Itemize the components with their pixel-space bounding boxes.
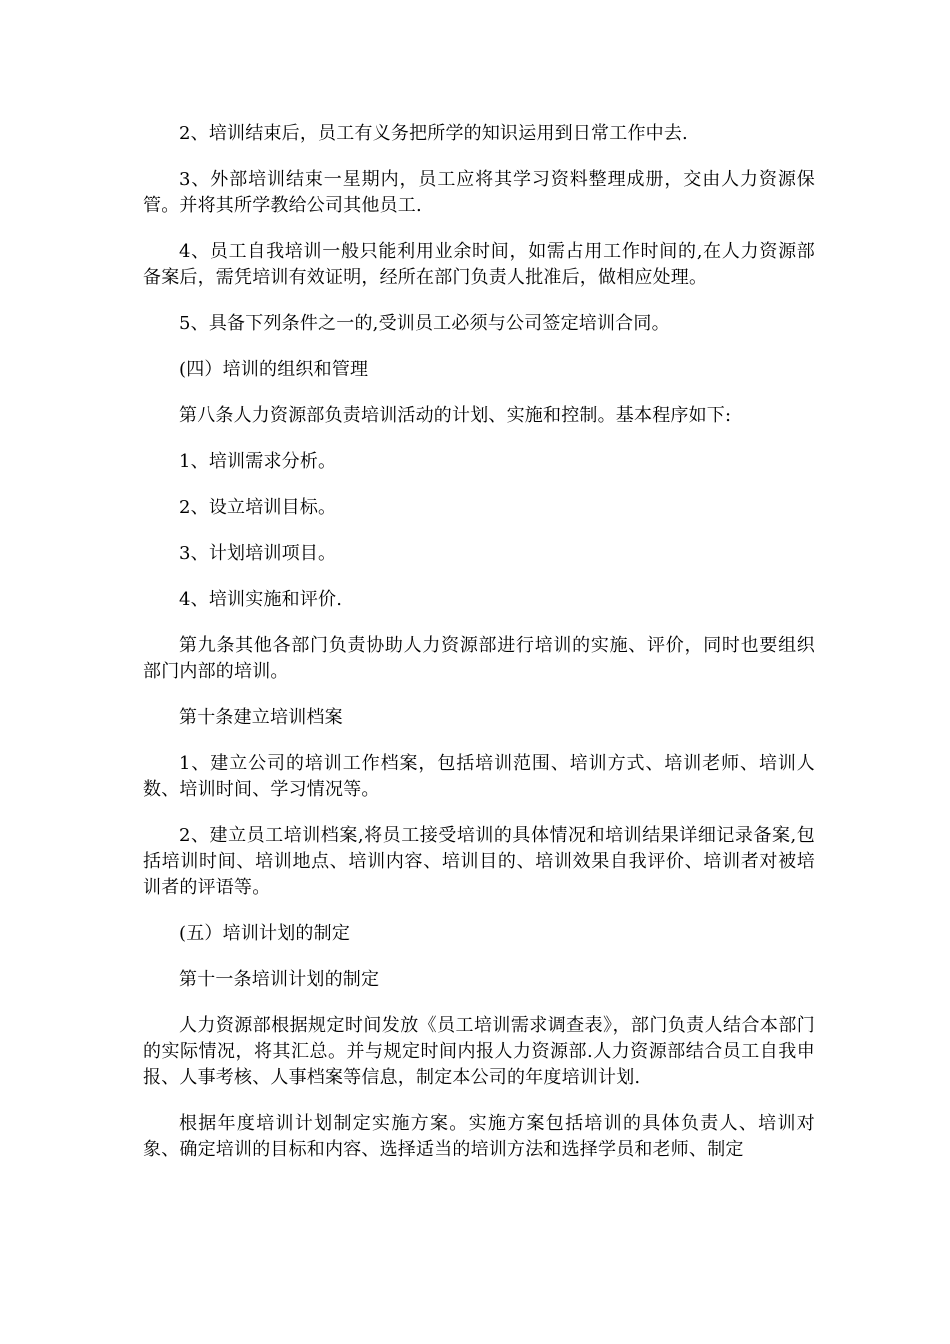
section-heading: (五）培训计划的制定 xyxy=(179,923,351,944)
paragraph: 人力资源部根据规定时间发放《员工培训需求调查表》，部门负责人结合本部门的实际情况，将其汇总。并与规定时间内报人力资源部.人力资源部结合员工自我申报、人事考核、人事档案等信息，制定本公司的年度培训计划. xyxy=(143,1015,815,1088)
paragraph: 4、员工自我培训一般只能利用业余时间，如需占用工作时间的,在人力资源部备案后，需凭培训有效证明，经所在部门负责人批准后，做相应处理。 xyxy=(143,241,815,288)
article-heading: 第十一条培训计划的制定 xyxy=(179,969,380,990)
document-body xyxy=(143,121,815,1183)
paragraph: 3、外部培训结束一星期内，员工应将其学习资料整理成册，交由人力资源保管。并将其所学教给公司其他员工. xyxy=(143,169,815,216)
section-heading: (四）培训的组织和管理 xyxy=(179,359,369,380)
list-item: 2、设立培训目标。 xyxy=(179,497,337,518)
paragraph: 5、具备下列条件之一的,受训员工必须与公司签定培训合同。 xyxy=(179,313,670,334)
list-item: 3、计划培训项目。 xyxy=(179,543,337,564)
paragraph: 第八条人力资源部负责培训活动的计划、实施和控制。基本程序如下: xyxy=(179,405,732,426)
paragraph: 2、培训结束后，员工有义务把所学的知识运用到日常工作中去. xyxy=(179,123,688,144)
list-item: 1、培训需求分析。 xyxy=(179,451,337,472)
paragraph: 第九条其他各部门负责协助人力资源部进行培训的实施、评价，同时也要组织部门内部的培训。 xyxy=(143,635,815,682)
paragraph: 1、建立公司的培训工作档案，包括培训范围、培训方式、培训老师、培训人数、培训时间、学习情况等。 xyxy=(143,753,815,800)
article-heading: 第十条建立培训档案 xyxy=(179,707,343,728)
paragraph: 2、建立员工培训档案,将员工接受培训的具体情况和培训结果详细记录备案,包括培训时间、培训地点、培训内容、培训目的、培训效果自我评价、培训者对被培训者的评语等。 xyxy=(143,825,815,898)
paragraph: 根据年度培训计划制定实施方案。实施方案包括培训的具体负责人、培训对象、确定培训的目标和内容、选择适当的培训方法和选择学员和老师、制定 xyxy=(143,1113,815,1160)
list-item: 4、培训实施和评价. xyxy=(179,589,343,610)
